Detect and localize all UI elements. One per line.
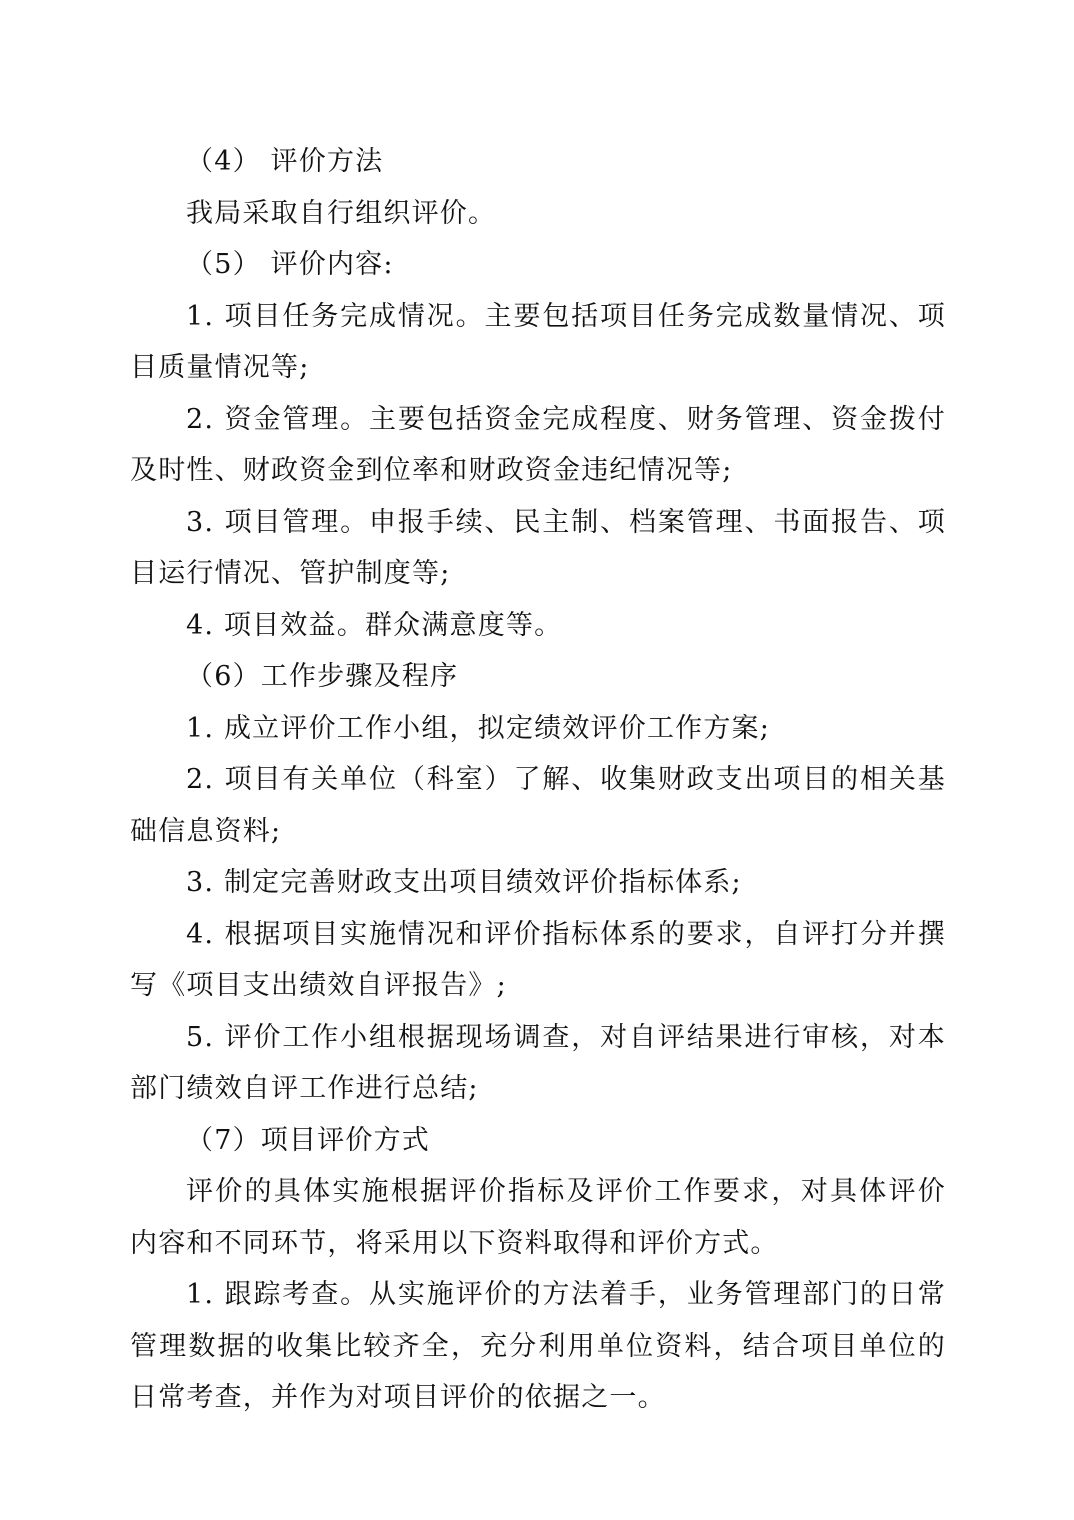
list-item-step-2: 2. 项目有关单位（科室）了解、收集财政支出项目的相关基础信息资料; — [130, 764, 946, 847]
section-heading-evaluation-method: （4） 评价方法 — [186, 146, 384, 177]
list-item-task-completion: 1. 项目任务完成情况。主要包括项目任务完成数量情况、项目质量情况等; — [130, 300, 946, 383]
document-body — [130, 136, 946, 1424]
list-item-project-management: 3. 项目管理。申报手续、民主制、档案管理、书面报告、项目运行情况、管护制度等; — [130, 506, 946, 589]
list-item-step-5: 5. 评价工作小组根据现场调查，对自评结果进行审核，对本部门绩效自评工作进行总结; — [130, 1021, 946, 1104]
paragraph-evaluation-approach: 评价的具体实施根据评价指标及评价工作要求，对具体评价内容和不同环节，将采用以下资料取得和评价方式。 — [130, 1176, 946, 1259]
list-item-step-1: 1. 成立评价工作小组，拟定绩效评价工作方案; — [186, 712, 771, 744]
section-heading-evaluation-content: （5） 评价内容: — [186, 249, 394, 280]
paragraph-evaluation-method: 我局采取自行组织评价。 — [186, 197, 497, 229]
list-item-tracking-inspection: 1. 跟踪考查。从实施评价的方法着手，业务管理部门的日常管理数据的收集比较齐全，充分利用单位资料，结合项目单位的日常考查，并作为对项目评价的依据之一。 — [130, 1279, 946, 1413]
list-item-step-3: 3. 制定完善财政支出项目绩效评价指标体系; — [186, 867, 742, 898]
section-heading-work-steps: （6）工作步骤及程序 — [186, 661, 459, 692]
list-item-step-4: 4. 根据项目实施情况和评价指标体系的要求，自评打分并撰写《项目支出绩效自评报告》; — [130, 918, 946, 1001]
list-item-project-benefit: 4. 项目效益。群众满意度等。 — [186, 609, 563, 641]
section-heading-evaluation-approach: （7）项目评价方式 — [186, 1124, 430, 1156]
list-item-fund-management: 2. 资金管理。主要包括资金完成程度、财务管理、资金拨付及时性、财政资金到位率和财政资金违纪情况等; — [130, 403, 946, 486]
